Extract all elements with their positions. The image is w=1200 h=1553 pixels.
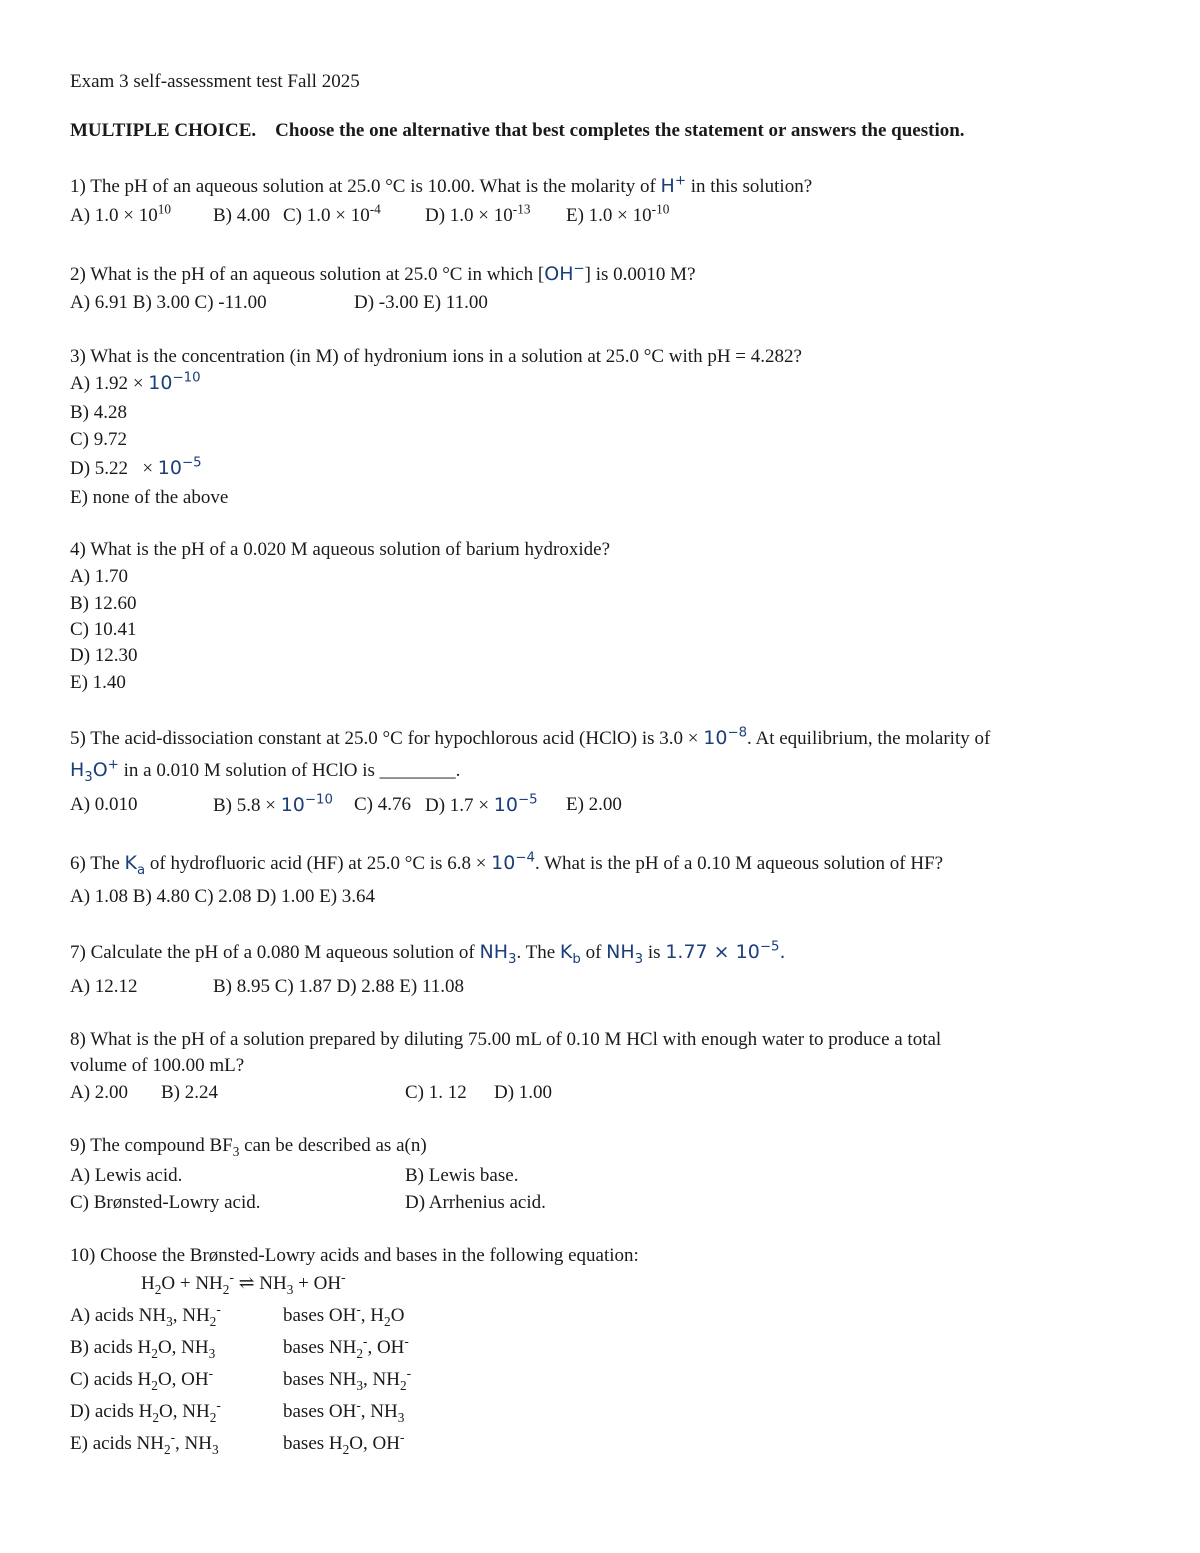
q10-option-c-bases	[283, 1365, 412, 1393]
question-5-stem-2	[70, 757, 461, 785]
q6-stem-c: . What is the pH of a 0.10 M aqueous solution of HF?	[534, 853, 944, 874]
q2-symbol	[544, 263, 584, 285]
comma: ,	[172, 1401, 178, 1422]
minus: -	[406, 1365, 412, 1381]
oh: OH	[181, 1369, 209, 1390]
q1-option-e	[566, 201, 670, 227]
q6-ka-power	[491, 852, 535, 874]
q10-option-d-acids	[70, 1397, 221, 1425]
q7-stem-c: of	[585, 942, 602, 963]
ten: 10	[735, 941, 760, 963]
question-6-stem	[70, 850, 944, 878]
comma: ,	[172, 1305, 178, 1326]
minus: -	[363, 1333, 368, 1349]
q7-options-rest: B) 8.95 C) 1.87 D) 2.88 E) 11.08	[213, 976, 465, 997]
q1-stem-a: 1) The pH of an aqueous solution at 25.0 °C is 10.00. What is the molarity of	[70, 176, 656, 197]
q10-option-e-acids	[70, 1429, 219, 1457]
q5-sym2: O	[92, 759, 108, 781]
q2-stem-b: ] is 0.0010 M?	[584, 264, 696, 285]
section-instruction: Choose the one alternative that best completes the statement or answers the question.	[275, 120, 965, 141]
times-sign: ×	[713, 941, 730, 963]
q3-option-e: E) none of the above	[70, 487, 229, 508]
nh: NH	[184, 1433, 212, 1454]
q8-option-b: B) 2.24	[161, 1082, 218, 1103]
comma: ,	[363, 1433, 368, 1454]
nh: NH	[328, 1369, 357, 1390]
q3-d-exp: −5	[181, 455, 202, 471]
opt-label: C)	[70, 1369, 89, 1390]
acids-word: acids	[93, 1337, 133, 1358]
eq-sub: 3	[286, 1281, 294, 1297]
q7-nh-sub: 3	[507, 951, 517, 967]
q5-b-exp: −10	[304, 792, 333, 808]
q1-sym-sup: +	[674, 173, 686, 189]
acids-word: acids	[94, 1401, 134, 1422]
bases-word: bases	[283, 1369, 325, 1390]
question-5-stem-1	[70, 725, 991, 750]
q7-nh: NH	[479, 941, 508, 963]
q5-sym-sub: 3	[84, 769, 93, 785]
sub: 2	[209, 1313, 217, 1329]
eq-h: H	[141, 1273, 155, 1294]
question-8-stem-1: 8) What is the pH of a solution prepared by diluting 75.00 mL of 0.10 M HCl with enough water to produce a total	[70, 1029, 942, 1050]
sub: 3	[211, 1441, 219, 1457]
q5-hydronium	[70, 757, 119, 785]
q8-option-a: A) 2.00	[70, 1082, 129, 1103]
nh: NH	[328, 1337, 357, 1358]
q1-stem-b: in this solution?	[690, 176, 813, 197]
q5-sym-sup: +	[107, 757, 119, 773]
nh: NH	[138, 1305, 167, 1326]
q1-sym: H	[660, 175, 675, 197]
q3-a-power	[148, 372, 200, 394]
q4-option-b: B) 12.60	[70, 593, 137, 614]
q6-stem-a: 6) The	[70, 853, 120, 874]
q1-d-exp: -13	[512, 201, 531, 217]
comma: ,	[367, 1337, 373, 1358]
o: O	[157, 1337, 172, 1358]
question-9-stem	[70, 1136, 427, 1157]
nh: NH	[370, 1401, 398, 1422]
q3-d-base: D) 5.22	[70, 458, 129, 479]
q3-option-b: B) 4.28	[70, 402, 127, 423]
q7-kb-val: 1.77	[665, 941, 708, 963]
eq-minus: -	[229, 1269, 234, 1285]
oh: OH	[328, 1401, 357, 1422]
oh: OH	[376, 1337, 405, 1358]
oh: OH	[328, 1305, 357, 1326]
ten: 10	[491, 852, 516, 874]
q1-a-exp: 10	[157, 201, 172, 217]
q1-e-exp: -10	[651, 201, 670, 217]
nh: NH	[181, 1337, 209, 1358]
q4-option-a: A) 1.70	[70, 566, 129, 587]
h: H	[137, 1337, 152, 1358]
q9-stem-b: can be described as a(n)	[244, 1135, 427, 1156]
q10-option-c-acids	[70, 1365, 214, 1393]
q3-option-a	[70, 370, 201, 395]
q10-option-b-bases	[283, 1333, 409, 1361]
eq-oh: + OH	[293, 1273, 342, 1294]
h: H	[137, 1369, 152, 1390]
sub: 2	[209, 1409, 217, 1425]
question-4-stem: 4) What is the pH of a 0.020 M aqueous solution of barium hydroxide?	[70, 539, 610, 560]
o: O	[157, 1369, 172, 1390]
q6-stem-b: of hydrofluoric acid (HF) at 25.0 °C is 6.8	[149, 853, 471, 874]
acids-word: acids	[93, 1369, 133, 1390]
q5-ka-exp: −8	[727, 725, 748, 741]
q2-stem-a: 2) What is the pH of an aqueous solution at 25.0 °C in which [	[70, 264, 545, 285]
q7-kb-value: $1.77 \times 10^{-5}$.	[665, 939, 786, 963]
o: O	[159, 1401, 173, 1422]
sub: 2	[151, 1377, 158, 1393]
sub: 2	[384, 1313, 391, 1329]
h: H	[138, 1401, 153, 1422]
ten: 10	[493, 794, 518, 816]
q1-c-base: C) 1.0 × 10	[283, 205, 370, 226]
section-heading	[70, 121, 965, 142]
question-2-stem	[70, 261, 696, 286]
q4-option-d: D) 12.30	[70, 645, 138, 666]
q3-a-base: A) 1.92	[70, 373, 129, 394]
q10-option-e-bases	[283, 1429, 405, 1457]
q7-k: K	[559, 941, 573, 963]
question-7-stem	[70, 939, 786, 967]
q10-option-a-acids	[70, 1301, 221, 1329]
nh: NH	[372, 1369, 400, 1390]
minus: -	[216, 1301, 221, 1317]
times-sign: ×	[265, 795, 276, 816]
q7-stem-a: 7) Calculate the pH of a 0.080 M aqueous solution of	[70, 942, 475, 963]
ten: 10	[280, 794, 305, 816]
q5-stem-c: in a 0.010 M solution of HClO is ________.	[123, 760, 461, 781]
q5-option-c: C) 4.76	[354, 794, 411, 815]
eq-minus: -	[341, 1269, 346, 1285]
q5-sym1: H	[70, 759, 85, 781]
ten: 10	[157, 457, 182, 479]
minus: -	[356, 1301, 361, 1317]
opt-label: B)	[70, 1337, 89, 1358]
opt-label: A)	[70, 1305, 91, 1326]
q5-stem-b: . At equilibrium, the molarity of	[747, 728, 991, 749]
question-1-stem	[70, 173, 813, 198]
opt-label: D)	[70, 1401, 91, 1422]
q6-k: K	[124, 852, 137, 874]
q2-sym: OH	[544, 263, 574, 285]
sub: 3	[166, 1313, 173, 1329]
q2-sym-sup: −	[573, 261, 585, 277]
sub: 3	[397, 1409, 405, 1425]
q9-stem-a: 9) The compound BF	[70, 1135, 233, 1156]
minus: -	[399, 1429, 405, 1445]
q3-d-power	[158, 457, 202, 479]
nh: NH	[136, 1433, 164, 1454]
times-sign: ×	[687, 728, 699, 749]
q7-ammonia-2	[606, 941, 644, 967]
opt-label: E)	[70, 1433, 88, 1454]
q1-a-base: A) 1.0 × 10	[70, 205, 158, 226]
question-8-stem-2: volume of 100.00 mL?	[70, 1055, 245, 1076]
sub: 2	[152, 1409, 159, 1425]
minus: -	[356, 1397, 361, 1413]
minus: -	[216, 1397, 221, 1413]
acids-word: acids	[94, 1305, 134, 1326]
q1-e-base: E) 1.0 × 10	[566, 205, 652, 226]
h: H	[328, 1433, 343, 1454]
q5-stem-a: 5) The acid-dissociation constant at 25.0 °C for hypochlorous acid (HClO) is 3.0	[70, 728, 684, 749]
comma: ,	[360, 1305, 366, 1326]
q7-stem-b: . The	[516, 942, 556, 963]
q9-option-a: A) Lewis acid.	[70, 1165, 183, 1186]
q8-option-c: C) 1. 12	[405, 1082, 467, 1103]
q7-is: is	[647, 942, 661, 963]
eq-sub: 2	[222, 1281, 230, 1297]
q5-option-e: E) 2.00	[566, 794, 622, 815]
sub: 3	[356, 1377, 364, 1393]
comma: ,	[171, 1337, 177, 1358]
q2-options-2: D) -3.00 E) 11.00	[354, 292, 488, 313]
q4-option-e: E) 1.40	[70, 672, 126, 693]
sub: 3	[208, 1345, 216, 1361]
times-sign: ×	[132, 373, 144, 394]
bases-word: bases	[283, 1305, 325, 1326]
q10-equation	[141, 1269, 346, 1297]
q7-nh-sub: 3	[634, 951, 644, 967]
document-title: Exam 3 self-assessment test Fall 2025	[70, 71, 360, 92]
q9-option-d: D) Arrhenius acid.	[405, 1192, 546, 1213]
oh: OH	[372, 1433, 400, 1454]
sub: 2	[356, 1345, 364, 1361]
q5-d-exp: −5	[517, 792, 538, 808]
ten: 10	[148, 372, 173, 394]
nh: NH	[182, 1305, 210, 1326]
comma: ,	[363, 1369, 368, 1390]
times-sign: ×	[142, 458, 154, 479]
q8-option-d: D) 1.00	[494, 1082, 553, 1103]
bases-word: bases	[283, 1433, 325, 1454]
q1-option-d	[425, 201, 531, 227]
q5-b-base: B) 5.8	[213, 795, 261, 816]
q1-option-b: B) 4.00	[213, 205, 270, 226]
times-sign: ×	[478, 795, 490, 816]
q9-sub: 3	[232, 1143, 240, 1159]
question-10-stem: 10) Choose the Brønsted-Lowry acids and bases in the following equation:	[70, 1245, 639, 1266]
question-3-stem: 3) What is the concentration (in M) of hydronium ions in a solution at 25.0 °C with pH = 4.282?	[70, 346, 802, 367]
q7-kb-symbol	[559, 941, 581, 967]
q6-options: A) 1.08 B) 4.80 C) 2.08 D) 1.00 E) 3.64	[70, 886, 376, 907]
q1-option-c	[283, 201, 381, 227]
comma: ,	[171, 1369, 177, 1390]
eq-sub: 2	[154, 1281, 162, 1297]
q5-b-power	[281, 794, 333, 816]
q5-ka-power	[703, 727, 747, 749]
comma: ,	[360, 1401, 366, 1422]
q1-symbol	[661, 175, 686, 197]
minus: -	[170, 1429, 176, 1445]
q7-option-a: A) 12.12	[70, 976, 138, 997]
o: O	[349, 1433, 364, 1454]
q3-option-d	[70, 455, 202, 480]
q1-option-a	[70, 201, 172, 227]
minus: -	[404, 1333, 409, 1349]
o: O	[390, 1305, 405, 1326]
q2-options-1: A) 6.91 B) 3.00 C) -11.00	[70, 292, 267, 313]
h: H	[370, 1305, 385, 1326]
comma: ,	[175, 1433, 180, 1454]
q7-kb-exp: −5	[759, 939, 780, 955]
q9-option-b: B) Lewis base.	[405, 1165, 519, 1186]
sub: 2	[151, 1345, 158, 1361]
q5-option-b	[213, 792, 333, 817]
bases-word: bases	[283, 1401, 325, 1422]
q6-ka-exp: −4	[515, 850, 535, 866]
q9-option-c: C) Brønsted-Lowry acid.	[70, 1192, 261, 1213]
acids-word: acids	[92, 1433, 132, 1454]
eq-nh: NH	[259, 1273, 287, 1294]
q4-option-c: C) 10.41	[70, 619, 137, 640]
q1-c-exp: -4	[369, 201, 381, 217]
times-sign: ×	[475, 853, 487, 874]
sub: 2	[163, 1441, 171, 1457]
sub: 2	[342, 1441, 350, 1457]
q10-option-d-bases	[283, 1397, 405, 1425]
q7-nh: NH	[606, 941, 635, 963]
q5-d-power	[494, 794, 538, 816]
q7-k-sub: b	[572, 951, 581, 967]
q10-option-b-acids	[70, 1338, 215, 1359]
equilibrium-arrow: ⇌	[238, 1273, 255, 1294]
nh: NH	[182, 1401, 210, 1422]
q3-a-exp: −10	[172, 370, 201, 386]
section-heading-label: MULTIPLE CHOICE.	[70, 120, 257, 141]
q5-d-base: D) 1.7	[425, 795, 474, 816]
sub: 2	[399, 1377, 407, 1393]
bases-word: bases	[283, 1337, 325, 1358]
q5-option-d	[425, 792, 538, 817]
q10-option-a-bases	[283, 1301, 405, 1329]
q6-k-sub: a	[137, 862, 146, 878]
q5-option-a: A) 0.010	[70, 794, 138, 815]
eq-o-nh: O + NH	[161, 1273, 223, 1294]
ten: 10	[703, 727, 728, 749]
minus: -	[208, 1365, 214, 1381]
q6-ka-symbol	[124, 852, 146, 878]
q3-option-c: C) 9.72	[70, 429, 127, 450]
q7-ammonia	[479, 941, 517, 967]
q1-d-base: D) 1.0 × 10	[425, 205, 513, 226]
